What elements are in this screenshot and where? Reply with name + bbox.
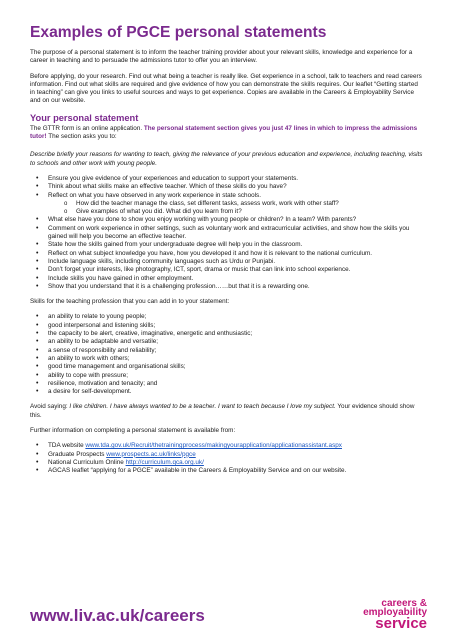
gttr-after: The section asks you to:: [46, 133, 117, 141]
prospects-link[interactable]: www.prospects.ac.uk/links/pgce: [106, 450, 196, 458]
list-item: • AGCAS leaflet “applying for a PGCE” available in the Careers & Employability Service and on our website.: [30, 467, 423, 475]
list-item: • a sense of responsibility and reliability;: [30, 347, 423, 355]
intro-paragraph-1: The purpose of a personal statement is to inform the teacher training provider about your relevant skills, knowledge and experience for a career in teaching and to persuade the admissions tutor to offer you an interview.: [30, 49, 413, 65]
avoid-paragraph: [30, 403, 423, 420]
resource-label: Graduate Prospects: [48, 450, 107, 458]
list-item: • Reflect on what subject knowledge you have, how you developed it and how it is relevant to the national curriculum.: [30, 250, 423, 258]
list-item: [30, 451, 423, 459]
list-item: • What else have you done to show you enjoy working with young people or children? In a team? With parents?: [30, 216, 423, 224]
statement-prompt: Describe briefly your reasons for wanting to teach, giving the relevance of your previous education and experience, including teaching, visits to schools and other work with young people.: [30, 151, 423, 167]
avoid-tail: Your evidence should show this.: [30, 403, 415, 419]
list-item: • Include skills you have gained in other employment.: [30, 275, 423, 283]
intro-paragraph-2: Before applying, do your research. Find out what being a teacher is really like. Get experience in a school, talk to teachers and read careers information. Find out what skills are required and give evidence of how you can demonstrate the skills requires. Our leaflet “Getting started in teaching” can give you links to useful sources and ways to get experience. Copies are available in the Careers & Employability Service and on our website.: [30, 72, 422, 105]
footer: [30, 596, 427, 630]
list-item: • resilience, motivation and tenacity; and: [30, 380, 423, 388]
list-item: • ability to cope with pressure;: [30, 372, 423, 380]
guidance-list-continued: [30, 216, 423, 291]
list-item: • Include language skills, including community languages such as Urdu or Punjabi.: [30, 258, 423, 266]
list-item: • an ability to be adaptable and versatile;: [30, 338, 423, 346]
list-item: • a desire for self-development.: [30, 388, 423, 396]
logo-line-3: service: [375, 614, 427, 632]
page-title: Examples of PGCE personal statements: [30, 24, 327, 41]
list-item: • Ensure you give evidence of your experiences and education to support your statements.: [30, 175, 423, 183]
resource-label: National Curriculum Online: [48, 458, 126, 466]
list-item: • Comment on work experience in other settings, such as voluntary work and extracurricular activities, and show how the skills you gained will help you become an effective teacher.: [30, 225, 423, 242]
avoid-lead: Avoid saying:: [30, 403, 70, 411]
avoid-quote: I like children. I have always wanted to be a teacher. I want to teach because I love my subject.: [69, 403, 336, 411]
further-intro: Further information on completing a personal statement is available from:: [30, 426, 236, 434]
list-item: • an ability to work with others;: [30, 355, 423, 363]
sub-list-item: o How did the teacher manage the class, set different tasks, assess work, work with other staff?: [30, 200, 423, 208]
list-item: • State how the skills gained from your undergraduate degree will help you in the classroom.: [30, 241, 423, 249]
sub-list-item: o Give examples of what you did. What did you learn from it?: [30, 208, 423, 216]
careers-service-logo: [363, 599, 427, 631]
list-item: • Show that you understand that it is a challenging profession……but that it is a rewarding one.: [30, 283, 423, 291]
resources-list: [30, 442, 423, 475]
logo-line-1: careers &: [381, 597, 427, 609]
list-item: • Think about what skills make an effective teacher. Which of these skills do you have?: [30, 183, 423, 191]
careers-website-link[interactable]: www.liv.ac.uk/careers: [30, 606, 205, 625]
list-item: [30, 442, 423, 450]
list-item: • the capacity to be alert, creative, imaginative, energetic and enthusiastic;: [30, 330, 423, 338]
sub-list: [30, 200, 423, 217]
skills-list: [30, 313, 423, 396]
tda-link[interactable]: www.tda.gov.uk/Recruit/thetrainingprocess/makingyourapplication/applicationassistant.aspx: [85, 442, 342, 450]
list-item: • Reflect on what you have observed in any work experience in state schools.: [30, 192, 423, 200]
section-heading: Your personal statement: [30, 112, 139, 123]
skills-intro: Skills for the teaching profession that you can add in to your statement:: [30, 298, 230, 306]
list-item: • Don’t forget your interests, like photography, ICT, sport, drama or music that can link into school experience.: [30, 266, 423, 274]
gttr-text: The GTTR form is an online application.: [30, 124, 144, 132]
curriculum-link[interactable]: http://curriculum.qca.org.uk/: [125, 458, 204, 466]
gttr-paragraph: [30, 125, 423, 142]
list-item: • good time management and organisational skills;: [30, 363, 423, 371]
list-item: [30, 459, 423, 467]
gttr-highlight: The personal statement section gives you just 47 lines in which to impress the admissions tutor!: [30, 124, 418, 141]
list-item: • an ability to relate to young people;: [30, 313, 423, 321]
guidance-list: [30, 175, 423, 200]
list-item: • good interpersonal and listening skills;: [30, 322, 423, 330]
resource-label: TDA website: [48, 442, 86, 450]
logo-line-2: employability: [363, 606, 427, 618]
